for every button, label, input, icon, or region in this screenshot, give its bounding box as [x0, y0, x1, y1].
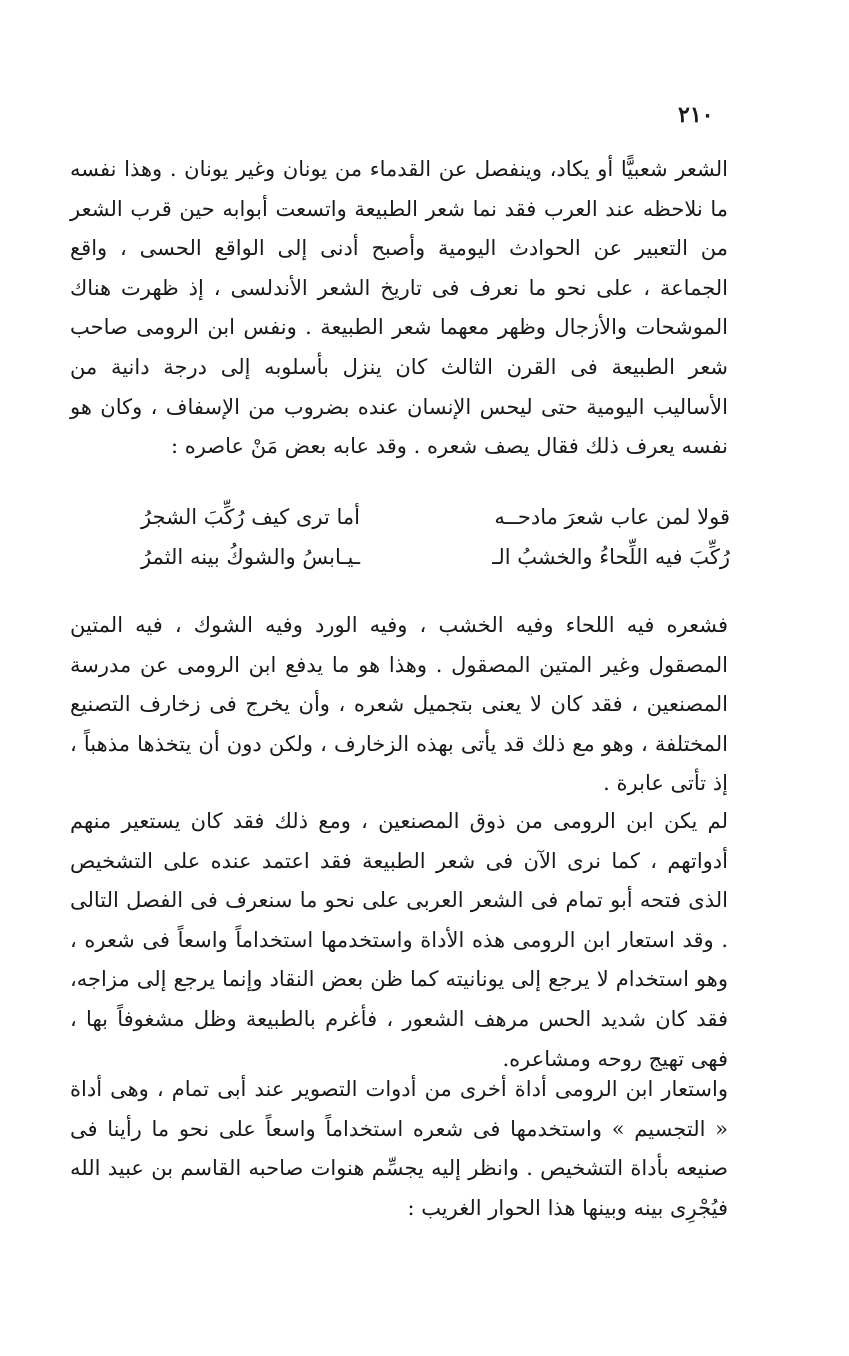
verse-line-1-first-hemistich: قولا لمن عاب شعرَ مادحــه — [494, 505, 730, 529]
verse-line-1-second-hemistich: أما ترى كيف رُكِّبَ الشجرُ — [141, 505, 360, 529]
paragraph-4 — [70, 1070, 728, 1228]
paragraph-1-text: الشعر شعبيًّا أو يكاد، وينفصل عن القدماء من يونان وغير يونان . وهذا نفسه ما نلاحظه عند العرب فقد نما شعر الطبيعة واتسعت أبوابه حين قرب الشعر من التعبير عن الحوادث اليومية وأصبح أدنى إلى الواقع الحسى ، واقع الجماعة ، على نحو ما نعرف فى تاريخ الشعر الأندلسى ، إذ ظهرت هناك الموشحات والأزجال وظهر معهما شعر الطبيعة . ونفس ابن الرومى صاحب شعر الطبيعة فى القرن الثالث كان ينزل بأسلوبه إلى درجة دانية من الأساليب اليومية حتى ليحس الإنسان عنده بضروب من الإسفاف ، وكان هو نفسه يعرف ذلك فقال يصف شعره . وقد عابه بعض مَنْ عاصره : — [70, 157, 728, 459]
paragraph-2 — [70, 606, 728, 804]
poem-verse — [100, 505, 730, 585]
paragraph-3-text: لم يكن ابن الرومى من ذوق المصنعين ، ومع ذلك فقد كان يستعير منهم أدواتهم ، كما نرى الآن فى شعر الطبيعة فقد اعتمد عنده على التشخيص الذى فتحه أبو تمام فى الشعر العربى على نحو ما سنعرف فى الفصل التالى . وقد استعار ابن الرومى هذه الأداة واستخدمها استخداماً واسعاً فى شعره ، وهو استخدام لا يرجع إلى يونانيته كما ظن بعض النقاد وإنما يرجع إلى مزاجه، فقد كان شديد الحس مرهف الشعور ، فأغرم بالطبيعة وظل مشغوفاً بها ، فهى تهيج روحه ومشاعره. — [70, 809, 728, 1071]
verse-line-1 — [100, 505, 730, 545]
verse-line-2-first-hemistich: رُكِّبَ فيه اللِّحاءُ والخشبُ الـ — [492, 545, 730, 569]
page-number: ٢١٠ — [678, 102, 714, 128]
paragraph-1 — [70, 150, 728, 467]
paragraph-2-text: فشعره فيه اللحاء وفيه الخشب ، وفيه الورد وفيه الشوك ، فيه المتين المصقول وغير المتين المصقول . وهذا هو ما يدفع ابن الرومى عن مدرسة المصنعين ، فقد كان لا يعنى بتجميل شعره ، وأن يخرج فى زخارف التصنيع المختلفة ، وهو مع ذلك قد يأتى بهذه الزخارف ، ولكن دون أن يتخذها مذهباً ، إذ تأتى عابرة . — [70, 613, 728, 796]
verse-line-2 — [100, 545, 730, 585]
paragraph-4-text: واستعار ابن الرومى أداة أخرى من أدوات التصوير عند أبى تمام ، وهى أداة « التجسيم » واستخدمها فى شعره استخداماً واسعاً على نحو ما رأينا فى صنيعه بأداة التشخيص . وانظر إليه يجسِّم هنوات صاحبه القاسم بن عبيد الله فيُجْرِى بينه وبينها هذا الحوار الغريب : — [70, 1077, 728, 1220]
verse-line-2-second-hemistich: ـيـابسُ والشوكُ بينه الثمرُ — [140, 545, 360, 569]
paragraph-3 — [70, 802, 728, 1079]
